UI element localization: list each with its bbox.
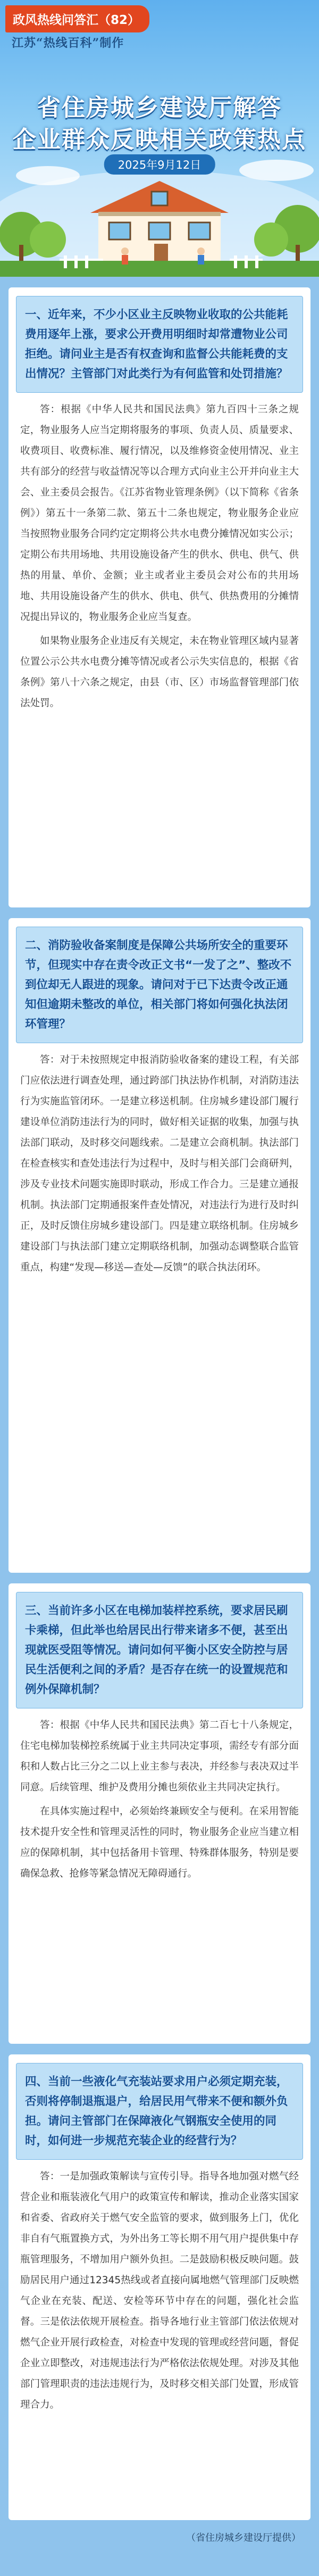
page-title-line1: 省住房城乡建设厅解答 [37, 94, 282, 121]
qa-card-3 [9, 1583, 310, 2044]
question-2: 二、消防验收备案制度是保障公共场所安全的重要环节，但现实中存在责令改正文书“一发了之”、整改不到位却无人跟进的现象。请问对于已下达责令改正通知但逾期未整改的单位，相关部门将如何强化执法闭环管理？ [16, 927, 303, 1043]
answer-4 [9, 2160, 310, 2415]
page-title-line2: 企业群众反映相关政策热点 [13, 126, 306, 153]
answer-1-paragraph-2: 如果物业服务企业违反有关规定，未在物业管理区域内显著位置公示公共水电费分摊等情况或者公示失实信息的，根据《省条例》第八十六条之规定，由县（市、区）市场监督管理部门依法处罚。 [20, 635, 299, 709]
answer-2-paragraph-1: 答：对于未按照规定申报消防验收备案的建设工程，有关部门应依法进行调查处理，通过跨部门执法协作机制，对消防违法行为实施监管闭环。一是建立移送机制。住房城乡建设部门履行建设单位消防违法行为的同时，做好相关证据的收集，加强与执法部门联动，及时移交问题线索。二是建立会商机制。执法部门在检查核实和查处违法行为过程中，及时与相关部门会商研判，涉及专业技术问题实施即时联动，形成工作合力。三是建立通报机制。执法部门定期通报案件查处情况，对违法行为进行及时纠正，及时反馈住房城乡建设部门。四是建立联络机制。住房城乡建设部门与执法部门建立定期联络机制，加强动态调整联合监管重点，构建“发现—移送—查处—反馈”的联合执法闭环。 [20, 1054, 299, 1273]
answer-3-paragraph-2: 在具体实施过程中，必须始终兼顾安全与便利。在采用智能技术提升安全性和管理灵活性的同时，物业服务企业应当建立相应的保障机制，其中包括备用卡管理、特殊群体服务，特别是要确保急救、抢修等紧急情况无障碍通行。 [20, 1806, 299, 1879]
question-3: 三、当前许多小区在电梯加装样控系统，要求居民刷卡乘梯，但此举也给居民出行带来诸多不便，甚至出现就医受阻等情况。请问如何平衡小区安全防控与居民生活便利之间的矛盾？是否存在统一的设置规范和例外保障机制？ [16, 1592, 303, 1708]
answer-1-paragraph-1: 答：根据《中华人民共和国民法典》第九百四十三条之规定，物业服务人应当定期将服务的事项、负责人员、质量要求、收费项目、收费标准、履行情况，以及维修资金使用情况、业主共有部分的经营与收益情况等以合理方式向业主公开并向业主大会、业主委员会报告。《江苏省物业管理条例》（以下简称《省条例》）第五十一条第二款、第五十二条也规定，物业服务企业应当按照物业服务合同约定定期将公共水电费分摊情况如实公示；定期公布共用场地、共用设施设备产生的供水、供电、供气、供热的用量、单价、金额；业主或者业主委员会对公布的共用场地、共用设施设备产生的供水、供电、供气、供热费用的分摊情况提出异议的，物业服务企业应当复查。 [20, 404, 299, 623]
producer-label: 江苏“热线百科”制作 [12, 36, 124, 50]
answer-3-paragraph-1: 答：根据《中华人民共和国民法典》第二百七十八条规定，住宅电梯加装梯控系统属于业主共同决定事项，需经专有部分面积和人数占比三分之二以上业主参与表决，并经参与表决双过半同意。后续管理、维护及费用分摊也须依业主共同决定执行。 [20, 1720, 299, 1793]
hero-banner [0, 0, 319, 277]
publish-date: 2025年9月12日 [104, 154, 215, 175]
answer-1 [9, 393, 310, 714]
qa-card-1 [9, 287, 310, 907]
answer-3 [9, 1708, 310, 1884]
series-tag: 政风热线问答汇（82） [5, 5, 149, 32]
source-note: （省住房城乡建设厅提供） [186, 2532, 301, 2544]
answer-2 [9, 1043, 310, 1278]
answer-4-paragraph-1: 答：一是加强政策解读与宣传引导。指导各地加强对燃气经营企业和瓶装液化气用户的政策宣传和解读，推动企业落实国家和省委、省政府关于燃气安全监管的要求，做到服务上门，优化非自有气瓶置换方式，为外出务工等长期不用气用户提供集中存瓶管理服务，不增加用户额外负担。二是鼓励积极反映问题。鼓励居民用户通过12345热线或者直接向属地燃气管理部门反映燃气企业在充装、配送、安检等环节中存在的问题，强化社会监督。三是依法依规开展检查。指导各地行业主管部门依法依规对燃气企业开展行政检查，对检查中发现的管理或经营问题，督促企业立即整改，对违规违法行为严格依法依规处理。对涉及其他部门管理职责的违法违规行为，及时移交相关部门处置，形成管理合力。 [20, 2171, 299, 2410]
qa-card-4 [9, 2054, 310, 2520]
question-1: 一、近年来，不少小区业主反映物业收取的公共能耗费用逐年上涨，要求公开费用明细时却常遭物业公司拒绝。请问业主是否有权查询和监督公共能耗费的支出情况？主管部门对此类行为有何监管和处罚措施？ [16, 296, 303, 393]
question-4: 四、当前一些液化气充装站要求用户必须定期充装，否则将停制退瓶退户，给居民用气带来不便和额外负担。请问主管部门在保障液化气钢瓶安全使用的同时，如何进一步规范充装企业的经营行为？ [16, 2063, 303, 2160]
qa-card-2 [9, 918, 310, 1573]
